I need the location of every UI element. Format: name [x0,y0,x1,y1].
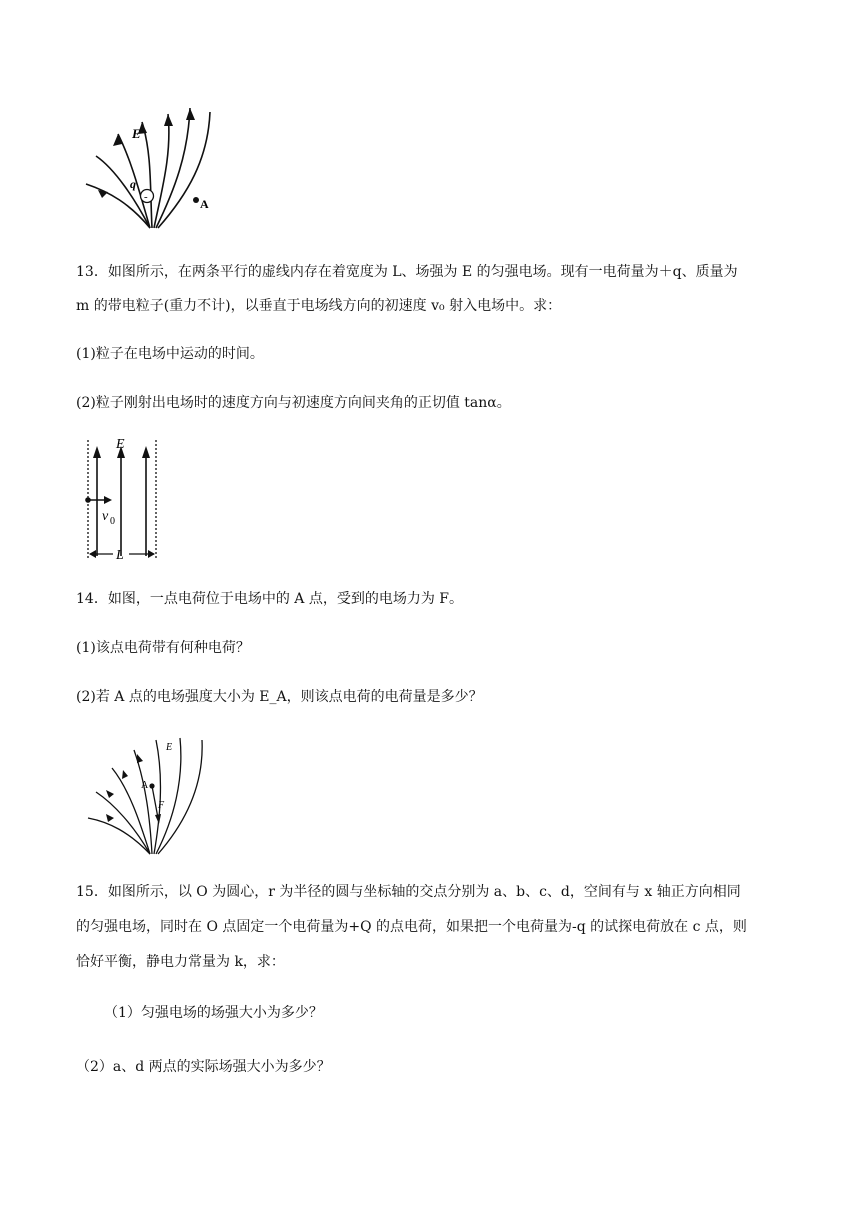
figure-field-lines-1 [80,104,230,234]
fig2-l-label: L [116,548,124,563]
q15-stem-line-1: 15．如图所示，以 O 为圆心，r 为半径的圆与坐标轴的交点分别为 a、b、c、d，空间有与 x 轴正方向相同 [76,884,741,900]
q13-subquestion-1: (1)粒子在电场中运动的时间。 [76,346,264,362]
fig1-a-label: A [200,197,209,211]
q14-stem: 14．如图，一点电荷位于电场中的 A 点，受到的电场力为 F。 [76,591,463,607]
fig3-f-label: F [158,800,165,811]
fig2-v-subscript: 0 [110,516,115,527]
fig1-q-label: q [130,177,136,191]
figure-uniform-field [80,434,170,564]
fig1-e-label: E [132,126,141,141]
q14-subquestion-2: (2)若 A 点的电场强度大小为 E_A，则该点电荷的电荷量是多少？ [76,689,483,705]
fig3-a-label: A [141,780,149,791]
fig1-sign-label: - [144,191,148,203]
q13-stem-line-1: 13．如图所示，在两条平行的虚线内存在着宽度为 L、场强为 E 的匀强电场。现有一电荷量为＋q、质量为 [76,264,738,280]
figure-field-lines-2 [84,734,224,858]
q14-subquestion-1: (1)该点电荷带有何种电荷？ [76,640,250,656]
q13-stem-line-2: m 的带电粒子(重力不计)，以垂直于电场线方向的初速度 v₀ 射入电场中。求： [76,298,562,314]
q13-subquestion-2: (2)粒子刚射出电场时的速度方向与初速度方向间夹角的正切值 tanα。 [76,395,511,411]
q15-stem-line-3: 恰好平衡，静电力常量为 k，求： [76,954,285,970]
fig2-e-label: E [116,437,125,452]
fig3-e-label: E [166,742,173,753]
q15-stem-line-2: 的匀强电场，同时在 O 点固定一个电荷量为+Q 的点电荷，如果把一个电荷量为-q 的试探电荷放在 c 点，则 [76,919,747,935]
fig2-v-label: v [102,509,109,524]
q15-subquestion-2: （2）a、d 两点的实际场强大小为多少？ [76,1059,331,1075]
q15-subquestion-1: （1）匀强电场的场强大小为多少？ [104,1005,323,1021]
